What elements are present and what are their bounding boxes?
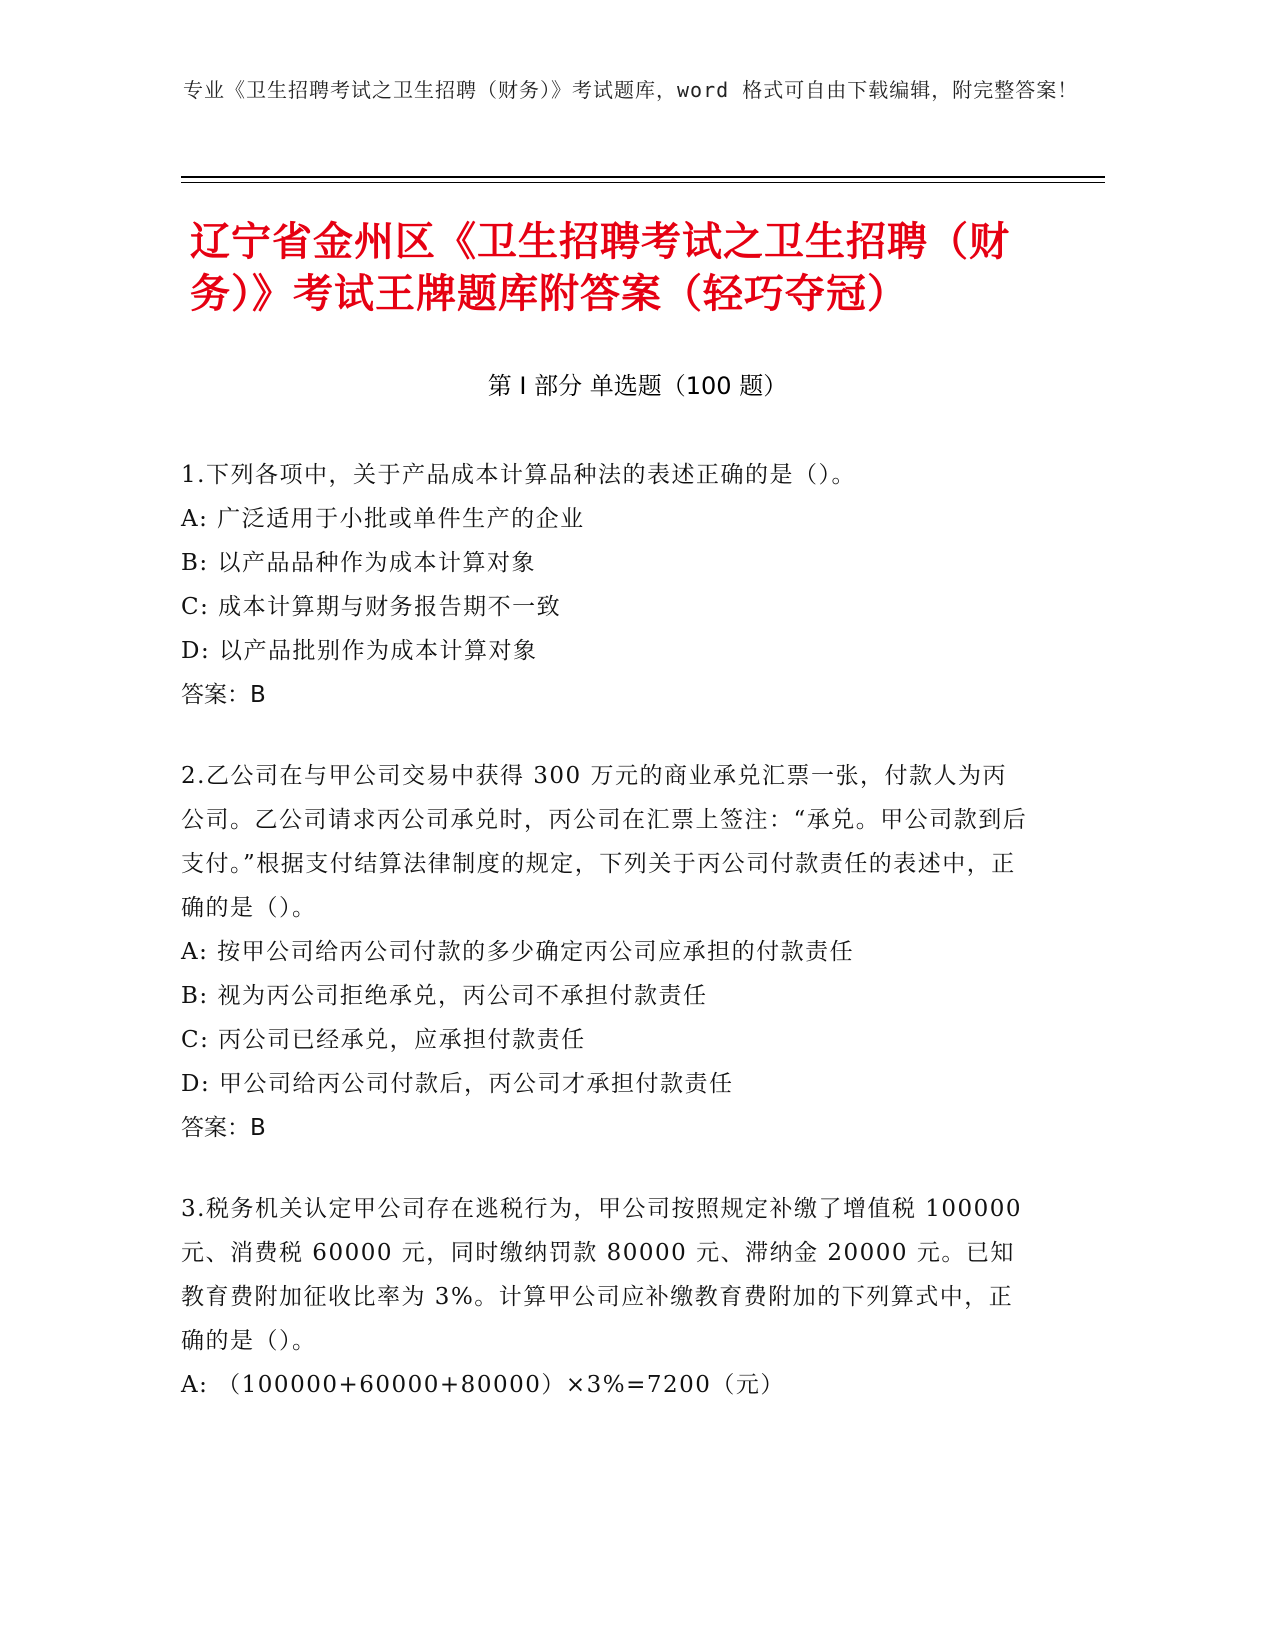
option-a: A: 广泛适用于小批或单件生产的企业: [181, 506, 585, 532]
question-stem: 3.税务机关认定甲公司存在逃税行为，甲公司按照规定补缴了增值税 100000 元、消费税 60000 元，同时缴纳罚款 80000 元、滞纳金 20000 元。已知教育费附加征收比率为 3%。计算甲公司应补缴教育费附加的下列算式中，正确的是（）。: [181, 1196, 1023, 1354]
option-d: D: 甲公司给丙公司付款后，丙公司才承担付款责任: [181, 1071, 734, 1097]
question-item: [181, 1187, 1031, 1407]
option-d: D: 以产品批别作为成本计算对象: [181, 638, 538, 664]
question-item: [181, 754, 1031, 1150]
header-rule-thick: [181, 176, 1105, 178]
answer: 答案：B: [181, 682, 266, 708]
option-a: A: 按甲公司给丙公司付款的多少确定丙公司应承担的付款责任: [181, 939, 855, 965]
question-stem: 1.下列各项中，关于产品成本计算品种法的表述正确的是（）。: [181, 462, 856, 488]
document-title: 辽宁省金州区《卫生招聘考试之卫生招聘（财务）》考试王牌题库附答案（轻巧夺冠）: [190, 219, 1010, 317]
option-c: C: 成本计算期与财务报告期不一致: [181, 594, 562, 620]
header-rule-thin: [181, 182, 1105, 183]
header-note: 专业《卫生招聘考试之卫生招聘（财务）》考试题库，word 格式可自由下载编辑，附完整答案！: [183, 78, 1079, 102]
option-a: A: （100000+60000+80000）×3%=7200（元）: [181, 1372, 785, 1398]
option-b: B: 视为丙公司拒绝承兑，丙公司不承担付款责任: [181, 983, 708, 1009]
answer: 答案：B: [181, 1115, 266, 1141]
option-c: C: 丙公司已经承兑，应承担付款责任: [181, 1027, 586, 1053]
option-b: B: 以产品品种作为成本计算对象: [181, 550, 536, 576]
question-item: [181, 453, 1031, 717]
question-stem: 2.乙公司在与甲公司交易中获得 300 万元的商业承兑汇票一张，付款人为丙公司。乙公司请求丙公司承兑时，丙公司在汇票上签注：“承兑。甲公司款到后支付。”根据支付结算法律制度的规定，下列关于丙公司付款责任的表述中，正确的是（）。: [181, 763, 1028, 921]
question-list: [181, 453, 1031, 1444]
section-title: 第 I 部分 单选题（100 题）: [487, 372, 788, 400]
